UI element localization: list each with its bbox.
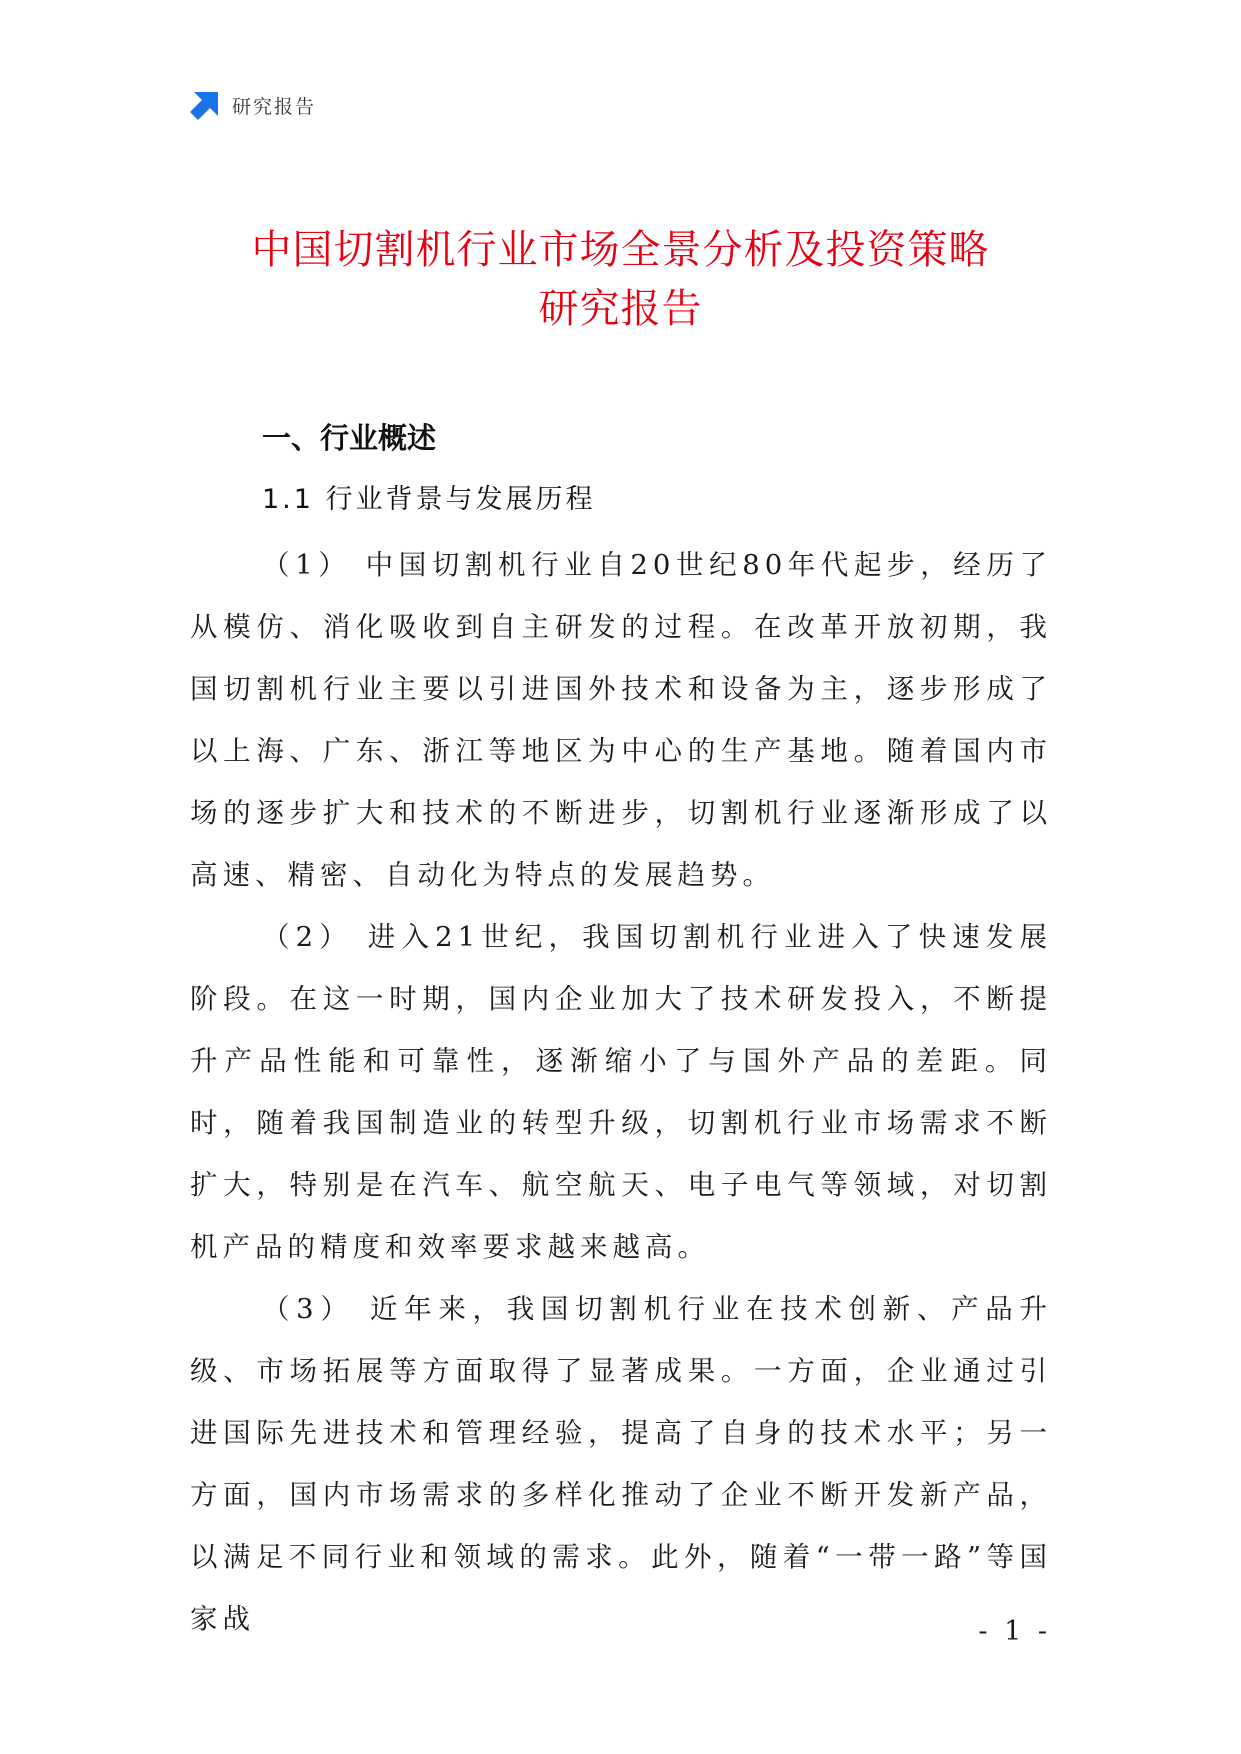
report-title-line-2: 研究报告 xyxy=(538,286,703,332)
paragraph-1: （1） 中国切割机行业自20世纪80年代起步，经历了从模仿、消化吸收到自主研发的过程。在改革开放初期，我国切割机行业主要以引进国外技术和设备为主，逐步形成了以上海、广东、浙江等地区为中心的生产基地。随着国内市场的逐步扩大和技术的不断进步，切割机行业逐渐形成了以高速、精密、自动化为特点的发展趋势。 xyxy=(190,549,1052,891)
section-heading: 一、行业概述 xyxy=(262,421,437,455)
page-number: - 1 - xyxy=(978,1616,1051,1647)
header-label: 研究报告 xyxy=(232,95,317,118)
report-header xyxy=(190,88,316,122)
subsection-heading: 1.1 行业背景与发展历程 xyxy=(262,484,596,515)
arrow-up-right-icon xyxy=(190,90,220,120)
paragraph-2: （2） 进入21世纪，我国切割机行业进入了快速发展阶段。在这一时期，国内企业加大了技术研发投入，不断提升产品性能和可靠性，逐渐缩小了与国外产品的差距。同时，随着我国制造业的转型升级，切割机行业市场需求不断扩大，特别是在汽车、航空航天、电子电气等领域，对切割机产品的精度和效率要求越来越高。 xyxy=(190,921,1052,1263)
paragraph-3: （3） 近年来，我国切割机行业在技术创新、产品升级、市场拓展等方面取得了显著成果。一方面，企业通过引进国际先进技术和管理经验，提高了自身的技术水平；另一方面，国内市场需求的多样化推动了企业不断开发新产品，以满足不同行业和领域的需求。此外，随着“一带一路”等国家战 xyxy=(190,1293,1052,1635)
report-title-line-1: 中国切割机行业市场全景分析及投资策略 xyxy=(251,227,990,273)
